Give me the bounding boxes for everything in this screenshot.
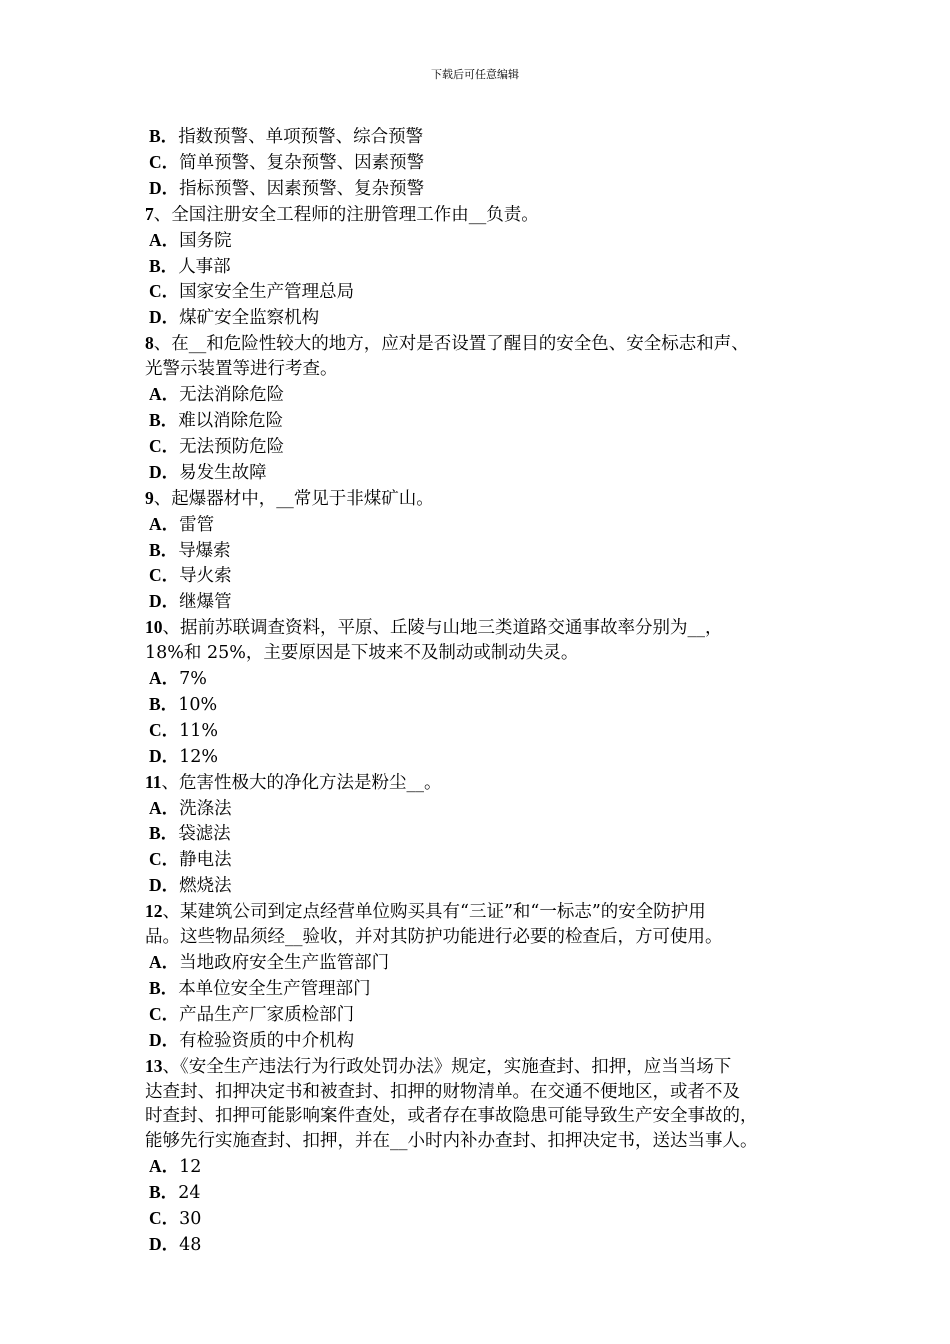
option-letter: D． [149, 461, 180, 482]
question-text-continued: 能够先行实施查封、扣押，并在__小时内补办查封、扣押决定书，送达当事人。 [145, 1131, 758, 1152]
option-letter: B． [149, 977, 179, 998]
option-text: 洗涤法 [179, 798, 232, 819]
option-letter: B． [149, 1182, 179, 1203]
answer-option [145, 1232, 825, 1258]
option-text: 易发生故障 [179, 462, 267, 483]
option-text: 无法消除危险 [179, 385, 285, 406]
answer-option [145, 873, 825, 899]
option-text: 继爆管 [179, 592, 232, 613]
question-number: 8 [145, 333, 154, 354]
option-text: 雷管 [179, 514, 215, 535]
option-text: 燃烧法 [179, 876, 232, 897]
option-letter: D． [149, 1029, 180, 1050]
answer-option [145, 124, 825, 150]
answer-option [145, 408, 825, 434]
option-letter: A． [149, 513, 180, 534]
option-text: 12 [179, 1157, 202, 1178]
option-text: 无法预防危险 [179, 436, 285, 457]
option-text: 难以消除危险 [178, 410, 284, 431]
answer-option [145, 1028, 825, 1054]
question-text-continued: 达查封、扣押决定书和被查封、扣押的财物清单。在交通不便地区，或者不及 [145, 1081, 740, 1102]
answer-option [145, 305, 825, 331]
option-text: 本单位安全生产管理部门 [178, 978, 371, 999]
question-number: 10 [145, 617, 163, 638]
option-letter: C． [149, 849, 180, 870]
question-text: 、在__和危险性较大的地方，应对是否设置了醒目的安全色、安全标志和声、 [153, 334, 749, 355]
option-letter: C． [149, 565, 180, 586]
question-text-continued: 品。这些物品须经__验收，并对其防护功能进行必要的检查后，方可使用。 [145, 927, 723, 948]
answer-option [145, 1154, 825, 1180]
answer-option [145, 254, 825, 280]
answer-option [145, 150, 825, 176]
answer-option [145, 1206, 825, 1232]
option-letter: D． [149, 875, 180, 896]
option-text: 指数预警、单项预警、综合预警 [178, 127, 424, 147]
option-text: 简单预警、复杂预警、因素预警 [179, 152, 425, 173]
option-letter: C． [149, 719, 180, 740]
answer-option [145, 1002, 825, 1028]
answer-option [145, 563, 825, 589]
option-letter: C． [149, 151, 180, 172]
answer-option [145, 512, 825, 538]
option-letter: C． [149, 1003, 180, 1024]
option-text: 有检验资质的中介机构 [179, 1030, 355, 1051]
question-stem [145, 899, 825, 925]
option-text: 指标预警、因素预警、复杂预警 [179, 178, 425, 199]
option-text: 10% [178, 694, 218, 715]
option-letter: A． [149, 952, 180, 972]
question-number: 13 [145, 1055, 163, 1076]
question-text: 、危害性极大的净化方法是粉尘__。 [161, 772, 442, 793]
answer-option [145, 821, 825, 847]
option-text: 48 [179, 1234, 202, 1255]
question-stem [145, 202, 825, 228]
question-text: 、全国注册安全工程师的注册管理工作由__负责。 [153, 204, 539, 225]
question-text-continued: 18%和 25%，主要原因是下坡来不及制动或制动失灵。 [145, 643, 579, 664]
question-stem [145, 615, 825, 641]
option-letter: D． [149, 1233, 180, 1254]
question-number: 9 [145, 487, 154, 508]
option-text: 国务院 [179, 230, 232, 251]
option-text: 国家安全生产管理总局 [179, 282, 355, 303]
question-text: 、某建筑公司到定点经营单位购买具有“三证”和“一标志”的安全防护用 [162, 902, 706, 923]
page-header: 下载后可任意编辑 [431, 68, 519, 81]
answer-option [145, 460, 825, 486]
question-text-continued: 时查封、扣押可能影响案件查处，或者存在事故隐患可能导致生产安全事故的， [145, 1106, 758, 1127]
option-text: 人事部 [178, 256, 231, 277]
option-letter: A． [149, 668, 180, 689]
option-text: 11% [179, 720, 219, 741]
question-stem [145, 770, 825, 796]
answer-option [145, 279, 825, 305]
question-text: 、据前苏联调查资料，平原、丘陵与山地三类道路交通事故率分别为__， [162, 618, 723, 639]
option-letter: D． [149, 307, 180, 328]
answer-option [145, 847, 825, 873]
option-text: 7% [179, 669, 207, 690]
option-text: 当地政府安全生产监管部门 [179, 953, 390, 973]
option-letter: C． [149, 281, 180, 302]
option-letter: B． [149, 126, 179, 146]
option-text: 导爆索 [178, 540, 231, 561]
option-text: 静电法 [179, 850, 232, 871]
option-text: 30 [179, 1209, 202, 1230]
answer-option [145, 666, 825, 692]
option-letter: B． [149, 409, 179, 430]
option-letter: A． [149, 384, 180, 405]
question-number: 7 [145, 203, 154, 224]
option-letter: A． [149, 1156, 180, 1177]
answer-option [145, 228, 825, 254]
option-text: 产品生产厂家质检部门 [179, 1004, 355, 1025]
option-letter: B． [149, 255, 179, 276]
question-number: 11 [145, 771, 162, 792]
answer-option [145, 434, 825, 460]
option-letter: C． [149, 1208, 180, 1229]
answer-option [145, 176, 825, 202]
option-letter: C． [149, 435, 180, 456]
answer-option [145, 589, 825, 615]
option-text: 12% [179, 746, 219, 767]
question-text: 、起爆器材中，__常见于非煤矿山。 [153, 488, 434, 509]
option-letter: B． [149, 823, 179, 844]
option-letter: D． [149, 745, 180, 766]
option-text: 煤矿安全监察机构 [179, 308, 320, 329]
answer-option [145, 718, 825, 744]
question-number: 12 [145, 901, 163, 922]
question-stem [145, 486, 825, 512]
question-list [145, 124, 825, 1258]
question-stem [145, 1054, 825, 1080]
answer-option [145, 796, 825, 822]
answer-option [145, 382, 825, 408]
answer-option [145, 1180, 825, 1206]
option-text: 导火索 [179, 566, 232, 587]
option-letter: A． [149, 797, 180, 818]
option-text: 24 [178, 1183, 201, 1204]
answer-option [145, 976, 825, 1002]
option-letter: B． [149, 539, 179, 560]
option-letter: D． [149, 591, 180, 612]
answer-option [145, 692, 825, 718]
answer-option [145, 950, 825, 976]
option-letter: A． [149, 229, 180, 250]
question-text: 、《安全生产违法行为行政处罚办法》规定，实施查封、扣押，应当当场下 [162, 1056, 732, 1077]
question-text-continued: 光警示装置等进行考查。 [145, 359, 338, 380]
answer-option [145, 744, 825, 770]
answer-option [145, 538, 825, 564]
question-stem [145, 331, 825, 357]
option-text: 袋滤法 [178, 824, 231, 845]
option-letter: D． [149, 177, 180, 198]
option-letter: B． [149, 693, 179, 714]
